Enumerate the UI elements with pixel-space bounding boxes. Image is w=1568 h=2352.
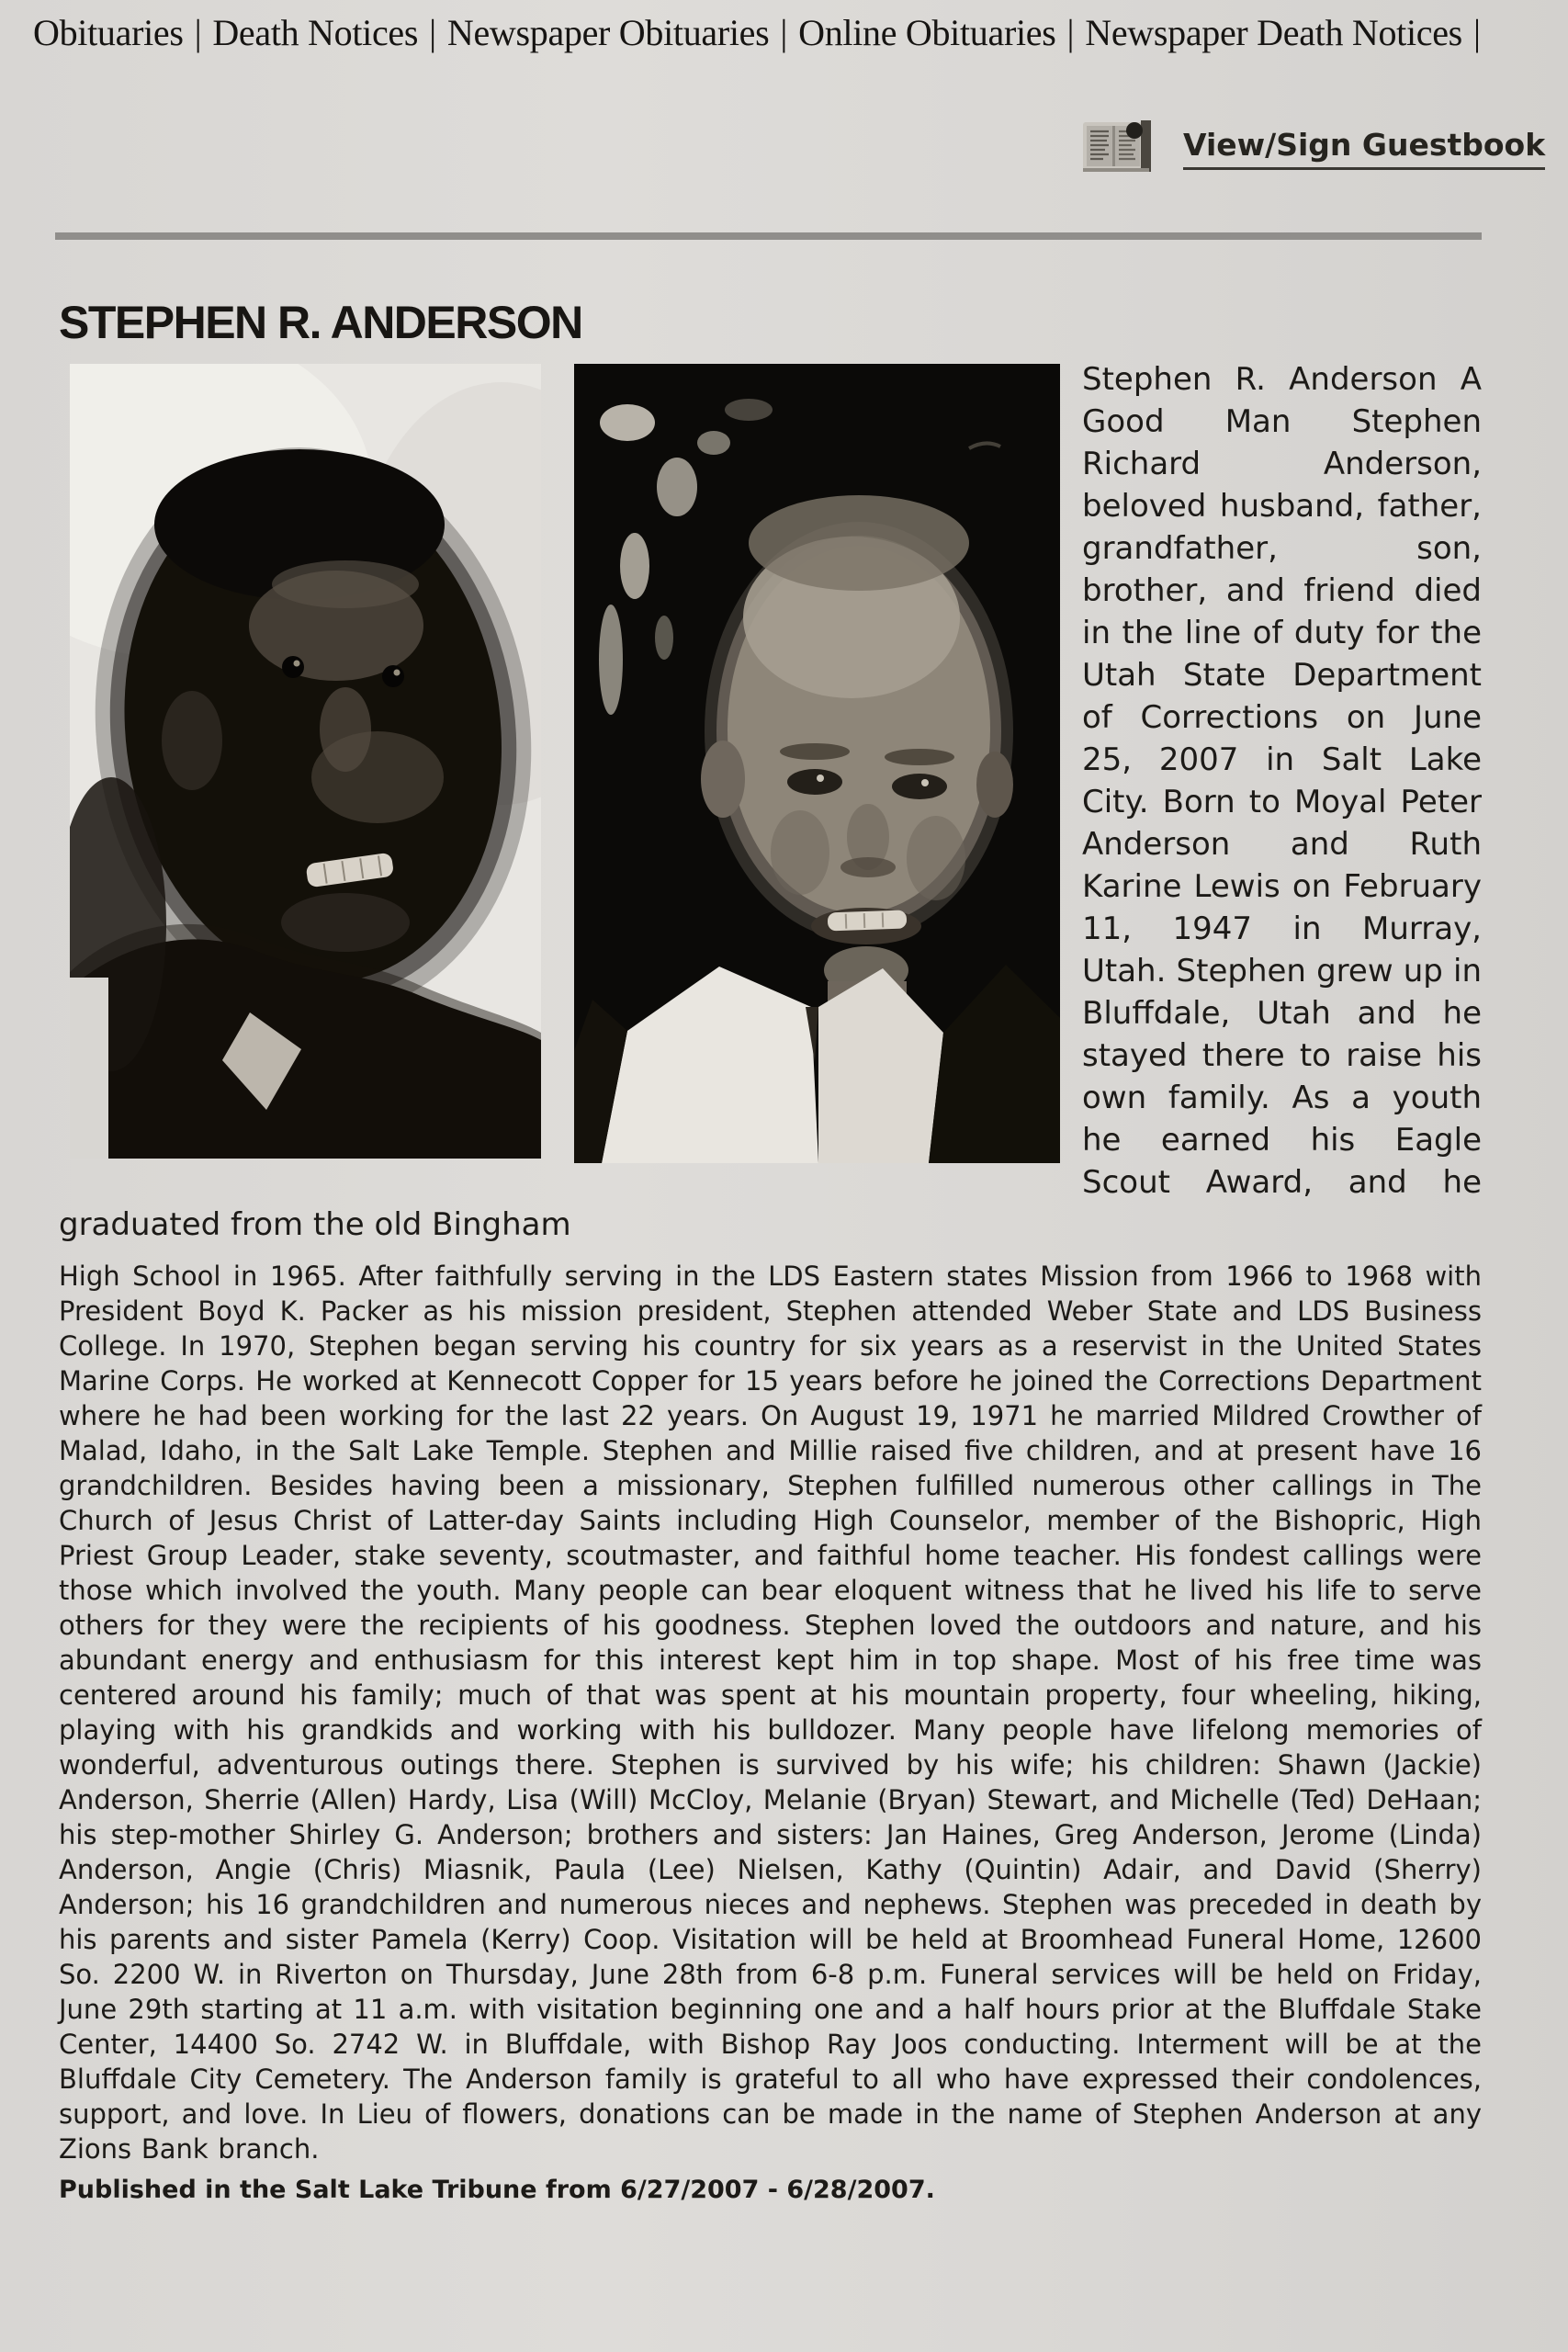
nav-separator: | [194,12,202,53]
obituary-article [59,296,1482,2204]
divider-rule [55,232,1482,240]
nav-separator: | [1066,12,1075,53]
obituary-photos [59,364,1060,1163]
portrait-photo-left [70,364,541,1159]
nav-link-obituaries[interactable]: Obituaries [33,12,184,53]
obituary-body-continued: High School in 1965. After faithfully serving in the LDS Eastern states Mission from 1966 to 1968 with President Boyd K. Packer as his mission president, Stephen attended Weber State and LDS Business College. In 1970, Stephen began serving his country for six years as a reservist in the United States Marine Corps. He worked at Kennecott Copper for 15 years before he joined the Corrections Department where he had been working for the last 22 years. On August 19, 1971 he married Mildred Crowther of Malad, Idaho, in the Salt Lake Temple. Stephen and Millie raised five children, and at present have 16 grandchildren. Besides having been a missionary, Stephen fulfilled numerous other callings in The Church of Jesus Christ of Latter-day Saints including High Counselor, member of the Bishopric, High Priest Group Leader, stake seventy, scoutmaster, and faithful home teacher. His fondest callings were those which involved the youth. Many people can bear eloquent witness that he lived his life to serve others for they were the recipients of his goodness. Stephen loved the outdoors and nature, and his abundant energy and enthusiasm for this interest kept him in top shape. Most of his free time was centered around his family; much of that was spent at his mountain property, four wheeling, hiking, playing with his grandkids and working with his bulldozer. Many people have lifelong memories of wonderful, adventurous outings there. Stephen is survived by his wife; his children: Shawn (Jackie) Anderson, Sherrie (Allen) Hardy, Lisa (Will) McCloy, Melanie (Bryan) Stewart, and Michelle (Ted) DeHaan; his step-mother Shirley G. Anderson; brothers and sisters: Jan Haines, Greg Anderson, Jerome (Linda) Anderson, Angie (Chris) Miasnik, Paula (Lee) Nielsen, Kathy (Quintin) Adair, and David (Sherry) Anderson; his 16 grandchildren and numerous nieces and nephews. Stephen was preceded in death by his parents and sister Pamela (Kerry) Coop. Visitation will be held at Broomhead Funeral Home, 12600 So. 2200 W. in Riverton on Thursday, June 28th from 6-8 p.m. Funeral services will be held on Friday, June 29th starting at 11 a.m. with visitation beginning one and a half hours prior at the Bluffdale Stake Center, 14400 So. 2742 W. in Bluffdale, with Bishop Ray Joos conducting. Interment will be at the Bluffdale City Cemetery. The Anderson family is grateful to all who have expressed their condolences, support, and love. In Lieu of flowers, donations can be made in the name of Stephen Anderson at any Zions Bank branch. [59,1261,1482,2165]
nav-link-online-obituaries[interactable]: Online Obituaries [798,12,1056,53]
nav-separator: | [780,12,788,53]
guestbook-label: View/Sign Guestbook [1183,127,1545,170]
portrait-photo-right [574,364,1060,1163]
nav-link-death-notices[interactable]: Death Notices [212,12,419,53]
top-nav [33,11,1558,54]
nav-separator: | [429,12,436,53]
nav-link-newspaper-death-notices[interactable]: Newspaper Death Notices [1085,12,1462,53]
guestbook-link[interactable] [1080,119,1545,176]
nav-separator: | [1472,12,1481,53]
guestbook-row [1080,119,1545,176]
obituary-body-column: Stephen R. Anderson A Good Man Stephen Richard Anderson, beloved husband, father, grandfather, son, brother, and friend died in the line of duty for the Utah State Department of Corrections on June 25, 2007 in Salt Lake City. Born to Moyal Peter Anderson and Ruth Karine Lewis on February 11, 1947 in Murray, Utah. Stephen grew up in Bluffdale, Utah and he stayed there to raise his own family. As a youth he earned his Eagle Scout Award, and he graduated from the old Bingham [59,361,1482,1243]
nav-link-newspaper-obituaries[interactable]: Newspaper Obituaries [446,12,770,53]
published-line: Published in the Salt Lake Tribune from 6/27/2007 - 6/28/2007. [59,2176,935,2204]
guestbook-icon [1080,119,1156,176]
page-title: STEPHEN R. ANDERSON [59,297,582,348]
